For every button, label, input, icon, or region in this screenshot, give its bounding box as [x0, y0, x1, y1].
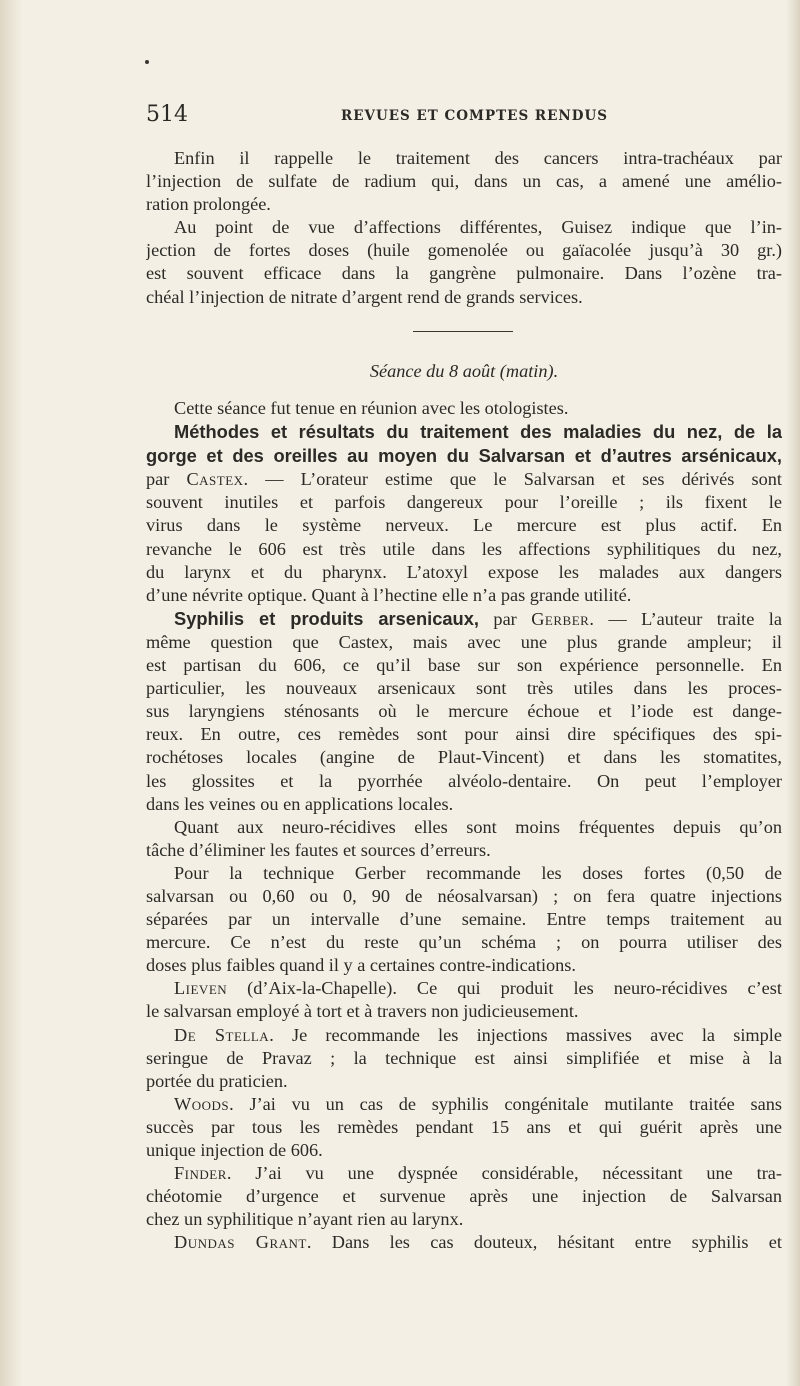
- text-line: chéotomie d’urgence et survenue après une injection de Salvarsan: [146, 1186, 782, 1207]
- text-line: succès par tous les remèdes pendant 15 ans et qui guérit après une: [146, 1116, 782, 1137]
- text-line: souvent inutiles et parfois dangereux pour l’oreille ; ils fixent le: [146, 492, 782, 513]
- ink-speck: [145, 60, 149, 64]
- text-line: Au point de vue d’affections différentes, Guisez indique que l’in-: [174, 217, 782, 238]
- text-line: [146, 468, 782, 491]
- speaker-name: De Stella: [174, 1024, 270, 1045]
- section-divider: [413, 331, 513, 332]
- page-edge-shadow: [0, 0, 22, 1386]
- text-line: unique injection de 606.: [146, 1140, 323, 1160]
- text-fragment: . J’ai vu une dyspnée considérable, nécessitant une tra-: [226, 1163, 782, 1184]
- speaker-name: Lieven: [174, 978, 228, 999]
- text-line: sus laryngiens sténosants où le mercure échoue et l’iode est dange-: [146, 701, 782, 722]
- text-line: jection de fortes doses (huile gomenolée ou gaïacolée jusqu’à 30 gr.): [146, 240, 782, 261]
- speaker-name: Finder: [174, 1163, 227, 1184]
- text-line: d’une névrite optique. Quant à l’hectine elle n’a pas grande utilité.: [146, 584, 632, 605]
- text-line: doses plus faibles quand il y a certaines contre-indications.: [146, 955, 576, 976]
- text-fragment: . Je recommande les injections massives avec la simple: [269, 1024, 782, 1045]
- session-title: Séance du 8 août (matin).: [369, 361, 559, 381]
- text-fragment: . J’ai vu un cas de syphilis congénitale mutilante traitée sans: [229, 1093, 782, 1114]
- text-line: Quant aux neuro-récidives elles sont moins fréquentes depuis qu’on: [174, 816, 782, 837]
- text-line: revanche le 606 est très utile dans les affections syphilitiques du nez,: [146, 538, 782, 559]
- text-line: reux. En outre, ces remèdes sont pour ainsi dire spécifiques des spi-: [146, 724, 782, 745]
- author-name: Castex: [186, 469, 244, 490]
- text-line: virus dans le système nerveux. Le mercure est plus actif. En: [146, 515, 782, 536]
- castex-title-line: [146, 420, 782, 444]
- intro-line: Cette séance fut tenue en réunion avec les otologistes.: [174, 398, 569, 418]
- text-line: particulier, les nouveaux arsenicaux sont très utiles dans les proces-: [146, 678, 782, 699]
- text-line: tâche d’éliminer les fautes et sources d’erreurs.: [146, 839, 491, 860]
- text-line: [146, 1093, 782, 1116]
- text-line: Enfin il rappelle le traitement des cancers intra-trachéaux par: [174, 148, 782, 168]
- text-fragment: . Dans les cas douteux, hésitant entre syphilis et: [306, 1232, 782, 1253]
- paragraph-guisez: [146, 147, 782, 309]
- text-line: [146, 1162, 782, 1185]
- text-line: les glossites et la pyorrhée alvéolo-dentaire. On peut l’employer: [146, 770, 782, 791]
- text-line: rochétoses locales (angine de Plaut-Vincent) et dans les stomatites,: [146, 747, 782, 768]
- text-line: chéal l’injection de nitrate d’argent rend de grands services.: [146, 286, 583, 307]
- text-line: est partisan du 606, ce qu’il base sur son expérience personnelle. En: [146, 655, 782, 676]
- running-title: REVUES ET COMPTES RENDUS: [341, 108, 608, 124]
- text-fragment: (d’Aix-la-Chapelle). Ce qui produit les neuro-récidives c’est: [227, 978, 782, 999]
- text-line: seringue de Pravaz ; la technique est ainsi simplifiée et mise à la: [146, 1047, 782, 1068]
- text-line: séparées par un intervalle d’une semaine. Entre temps traitement au: [146, 909, 782, 930]
- text-line: chez un syphilitique n’ayant rien au larynx.: [146, 1209, 464, 1230]
- text-line: Pour la technique Gerber recommande les doses fortes (0,50 de: [174, 862, 782, 883]
- text-line: mercure. Ce n’est du reste qu’un schéma ; on pourra utiliser des: [146, 932, 782, 953]
- text-line: [146, 1231, 782, 1254]
- page-number: 514: [146, 102, 188, 127]
- by-word: par: [146, 469, 170, 490]
- text-line: du larynx et du pharynx. L’atoxyl expose les malades aux dangers: [146, 561, 782, 582]
- text-line: est souvent efficace dans la gangrène pulmonaire. Dans l’ozène tra-: [146, 263, 782, 284]
- page-header: [146, 102, 786, 128]
- paper-title: Méthodes et résultats du traitement des maladies du nez, de la: [174, 421, 782, 443]
- text-line: dans les veines ou en applications locales.: [146, 793, 454, 814]
- speaker-name: Dundas Grant: [174, 1232, 307, 1253]
- page-edge-shadow: [786, 0, 800, 1386]
- text-fragment: . — L’auteur traite la: [589, 608, 782, 629]
- text-line: même question que Castex, mais avec une plus grande ampleur; il: [146, 631, 782, 652]
- paper-title: gorge et des oreilles au moyen du Salvarsan et d’autres arsénicaux,: [146, 445, 782, 467]
- text-line: salvarsan ou 0,60 ou 0, 90 de néosalvarsan) ; on fera quatre injections: [146, 885, 782, 906]
- text-line: l’injection de sulfate de radium qui, dans un cas, a amené une amélio-: [146, 171, 782, 192]
- author-name: Gerber: [531, 608, 590, 629]
- text-line: portée du praticien.: [146, 1070, 288, 1091]
- castex-title-line: [146, 444, 782, 468]
- body-text: [146, 397, 782, 1254]
- text-line: [146, 977, 782, 1000]
- text-line: [146, 1024, 782, 1047]
- text-line: le salvarsan employé à tort et à travers non judicieusement.: [146, 1001, 579, 1022]
- paper-title: Syphilis et produits arsenicaux,: [174, 607, 479, 629]
- text-line: [146, 607, 782, 631]
- speaker-name: Woods: [174, 1093, 230, 1114]
- text-fragment: . — L’orateur estime que le Salvarsan et ses dérivés sont: [243, 469, 782, 490]
- text-line: ration prolongée.: [146, 194, 271, 215]
- by-word: par: [493, 608, 517, 629]
